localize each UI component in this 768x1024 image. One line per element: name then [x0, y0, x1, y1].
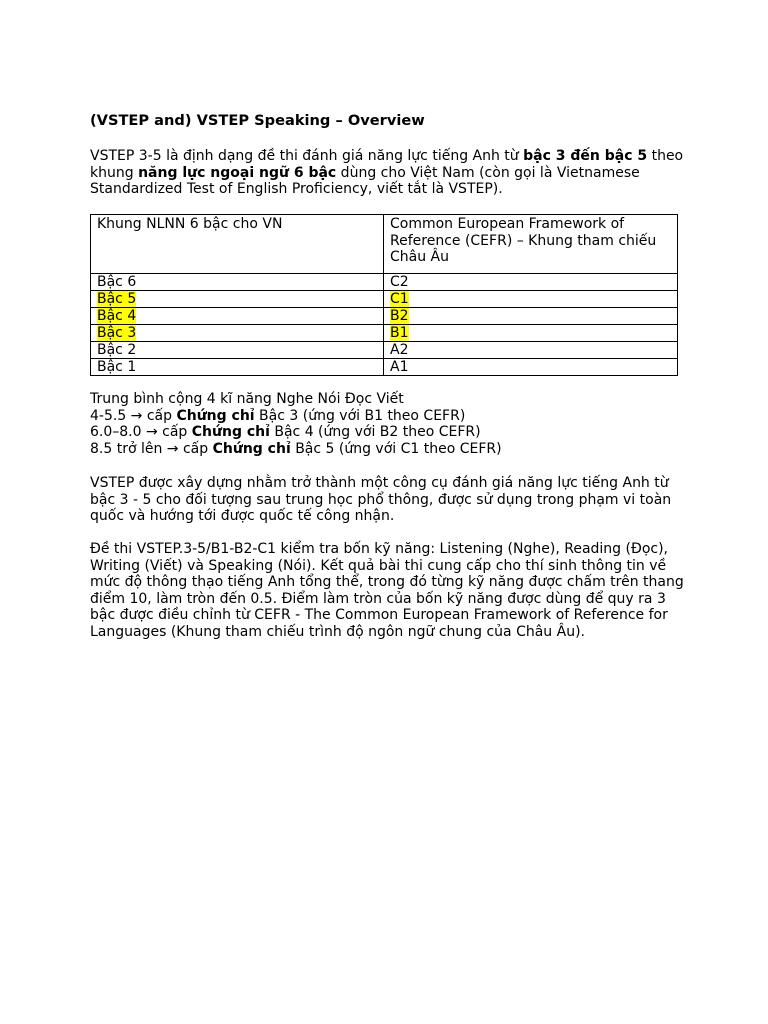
table-row [91, 342, 678, 359]
table-header-left: Khung NLNN 6 bậc cho VN [91, 215, 384, 274]
table-cell-cefr [384, 274, 678, 291]
vstep-purpose-paragraph [90, 475, 690, 525]
cefr-label-highlighted: C1 [390, 291, 409, 307]
intro-bold-2: năng lực ngoại ngữ 6 bậc [138, 164, 337, 181]
intro-text-3: dùng cho Việt Nam (còn gọi là Vietnamese Standardized Test of English Proficiency, viết tắt là VSTEP). [90, 164, 640, 198]
rule-text: Bậc 4 (ứng với B2 theo CEFR) [269, 424, 481, 441]
level-label-highlighted: Bậc 3 [97, 325, 137, 341]
cefr-label: A2 [390, 342, 409, 358]
rule-bold: Chứng chỉ [212, 440, 291, 457]
level-label: Bậc 1 [97, 359, 137, 375]
level-label-highlighted: Bậc 4 [97, 308, 137, 324]
table-row [91, 291, 678, 308]
page-title: (VSTEP and) VSTEP Speaking – Overview [90, 112, 425, 129]
table-header-row [91, 215, 678, 274]
table-row [91, 274, 678, 291]
intro-paragraph [90, 148, 690, 198]
table-cell-cefr [384, 308, 678, 325]
rule-text: 4-5.5 → cấp [90, 407, 177, 424]
rule-item [90, 441, 690, 458]
cefr-label: A1 [390, 359, 409, 375]
score-rules [90, 391, 690, 457]
table-cell-cefr [384, 291, 678, 308]
paragraph-text: Đề thi VSTEP.3-5/B1-B2-C1 kiểm tra bốn kỹ năng: Listening (Nghe), Reading (Đọc), Writing (Viết) và Speaking (Nói). Kết quả bài thi cung cấp cho thí sinh thông tin về mức độ thông thạo tiếng Anh tổng thể, trong đó từng kỹ năng được chấm trên thang điểm 10, làm tròn đến 0.5. Điểm làm tròn của bốn kỹ năng được dùng để quy ra 3 bậc được điều chỉnh từ CEFR - The Common European Framework of Reference for Languages (Khung tham chiếu trình độ ngôn ngữ chung của Châu Âu). [90, 541, 684, 640]
table-header-right: Common European Framework of Reference (CEFR) – Khung tham chiếu Châu Âu [384, 215, 678, 274]
rule-text: 8.5 trở lên → cấp [90, 440, 213, 457]
rule-text: Bậc 3 (ứng với B1 theo CEFR) [254, 407, 466, 424]
intro-text-1: VSTEP 3-5 là định dạng đề thi đánh giá năng lực tiếng Anh từ [90, 148, 524, 164]
table-cell-level [91, 342, 384, 359]
table-cell-level [91, 291, 384, 308]
rule-item [90, 408, 690, 425]
level-label: Bậc 6 [97, 274, 137, 290]
rule-text: 6.0–8.0 → cấp [90, 424, 192, 441]
table-row [91, 308, 678, 325]
intro-bold-1: bậc 3 đến bậc 5 [523, 148, 648, 164]
level-label: Bậc 2 [97, 342, 137, 358]
table-row [91, 359, 678, 376]
table-cell-level [91, 308, 384, 325]
table-cell-level [91, 325, 384, 342]
rule-bold: Chứng chỉ [176, 407, 255, 424]
rule-bold: Chứng chỉ [191, 424, 270, 441]
level-label-highlighted: Bậc 5 [97, 291, 137, 307]
table-cell-level [91, 274, 384, 291]
cefr-label-highlighted: B2 [390, 308, 409, 324]
intro-text-2: theo khung [90, 148, 684, 181]
paragraph-text: VSTEP được xây dựng nhằm trở thành một công cụ đánh giá năng lực tiếng Anh từ bậc 3 - 5 cho đối tượng sau trung học phổ thông, được sử dụng trong phạm vi toàn quốc và hướng tới được quốc tế công nhận. [90, 475, 672, 525]
rule-text: Bậc 5 (ứng với C1 theo CEFR) [290, 440, 502, 457]
cefr-label: C2 [390, 274, 409, 290]
cefr-label-highlighted: B1 [390, 325, 409, 341]
exam-structure-paragraph [90, 541, 690, 641]
table-cell-cefr [384, 325, 678, 342]
rules-heading: Trung bình cộng 4 kĩ năng Nghe Nói Đọc Viết [90, 391, 404, 407]
table-row [91, 325, 678, 342]
table-cell-cefr [384, 342, 678, 359]
table-cell-cefr [384, 359, 678, 376]
level-mapping-table [90, 214, 678, 376]
rule-item [90, 424, 690, 441]
table-cell-level [91, 359, 384, 376]
